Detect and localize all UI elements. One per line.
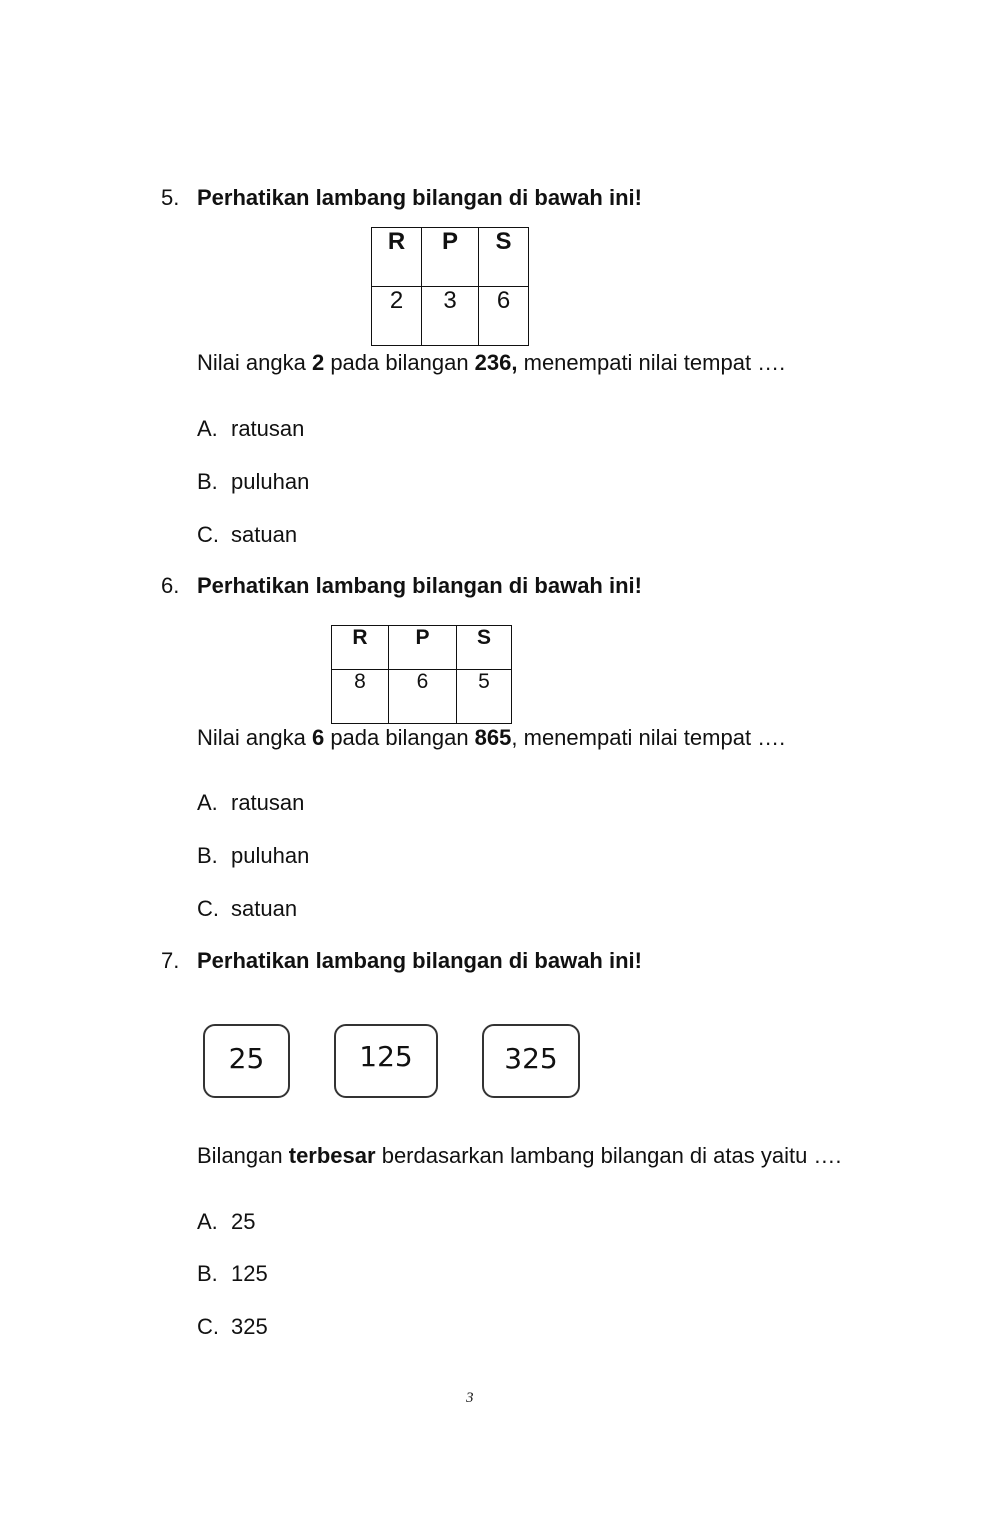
q6-value-r: 8 [332, 670, 389, 724]
q6-option-c-letter: C. [197, 896, 219, 921]
q5-header-r: R [372, 228, 422, 287]
q6-option-b-text: puluhan [231, 843, 310, 868]
q7-stem [197, 1143, 842, 1169]
number-box-2: 125 [334, 1024, 438, 1098]
q7-option-a[interactable] [197, 1209, 255, 1235]
q6-stem [197, 725, 785, 751]
q6-option-c[interactable] [197, 896, 297, 922]
number-box-1: 25 [203, 1024, 290, 1098]
q5-option-a-text: ratusan [231, 416, 305, 441]
q5-stem-post: menempati nilai tempat …. [517, 350, 786, 375]
q7-title: Perhatikan lambang bilangan di bawah ini! [197, 948, 642, 973]
q5-header-s: S [479, 228, 529, 287]
q6-stem-mid: pada bilangan [324, 725, 475, 750]
q5-option-b-text: puluhan [231, 469, 310, 494]
q5-header-p: P [422, 228, 479, 287]
q6-value-p: 6 [389, 670, 457, 724]
q5-stem-pre: Nilai angka [197, 350, 312, 375]
q6-number: 6. [161, 573, 180, 598]
q6-option-a[interactable] [197, 790, 304, 816]
q6-place-value-table [331, 625, 512, 724]
q7-option-a-text: 25 [231, 1209, 256, 1234]
q5-number: 5. [161, 185, 180, 210]
number-box-3: 325 [482, 1024, 580, 1098]
q5-option-b[interactable] [197, 469, 309, 495]
q7-option-b[interactable] [197, 1261, 268, 1287]
q7-option-c-text: 325 [231, 1314, 268, 1339]
q5-value-s: 6 [479, 287, 529, 346]
q5-option-a[interactable] [197, 416, 304, 442]
q6-option-c-text: satuan [231, 896, 298, 921]
q5-value-r: 2 [372, 287, 422, 346]
q6-option-b-letter: B. [197, 843, 218, 868]
q5-stem-digit: 2 [311, 350, 325, 375]
q7-stem-pre: Bilangan [197, 1143, 289, 1168]
q7-option-b-text: 125 [231, 1261, 268, 1286]
q5-value-p: 3 [422, 287, 479, 346]
q5-option-c-letter: C. [197, 522, 219, 547]
q7-number: 7. [161, 948, 180, 973]
q6-title: Perhatikan lambang bilangan di bawah ini! [197, 573, 642, 598]
q6-stem-digit: 6 [311, 725, 325, 750]
q5-stem [197, 350, 785, 376]
q6-option-b[interactable] [197, 843, 309, 869]
q5-option-c[interactable] [197, 522, 297, 548]
q5-place-value-table [371, 227, 529, 346]
q7-option-a-letter: A. [197, 1209, 218, 1234]
q5-option-c-text: satuan [231, 522, 298, 547]
q6-stem-number: 865 [474, 725, 512, 750]
q7-option-c-letter: C. [197, 1314, 219, 1339]
q6-header-r: R [332, 626, 389, 670]
q5-option-b-letter: B. [197, 469, 218, 494]
q5-stem-mid: pada bilangan [324, 350, 475, 375]
q5-stem-number: 236, [474, 350, 518, 375]
q6-value-s: 5 [457, 670, 512, 724]
page-number: 3 [466, 1390, 474, 1406]
q6-stem-post: , menempati nilai tempat …. [511, 725, 786, 750]
q7-stem-post: berdasarkan lambang bilangan di atas yaitu …. [375, 1143, 842, 1168]
q5-option-a-letter: A. [197, 416, 218, 441]
q6-header-p: P [389, 626, 457, 670]
q6-header-s: S [457, 626, 512, 670]
q6-option-a-letter: A. [197, 790, 218, 815]
q6-stem-pre: Nilai angka [197, 725, 312, 750]
q7-option-c[interactable] [197, 1314, 268, 1340]
q5-title: Perhatikan lambang bilangan di bawah ini! [197, 185, 642, 210]
q6-option-a-text: ratusan [231, 790, 305, 815]
q7-stem-bold: terbesar [288, 1143, 376, 1168]
q7-option-b-letter: B. [197, 1261, 218, 1286]
